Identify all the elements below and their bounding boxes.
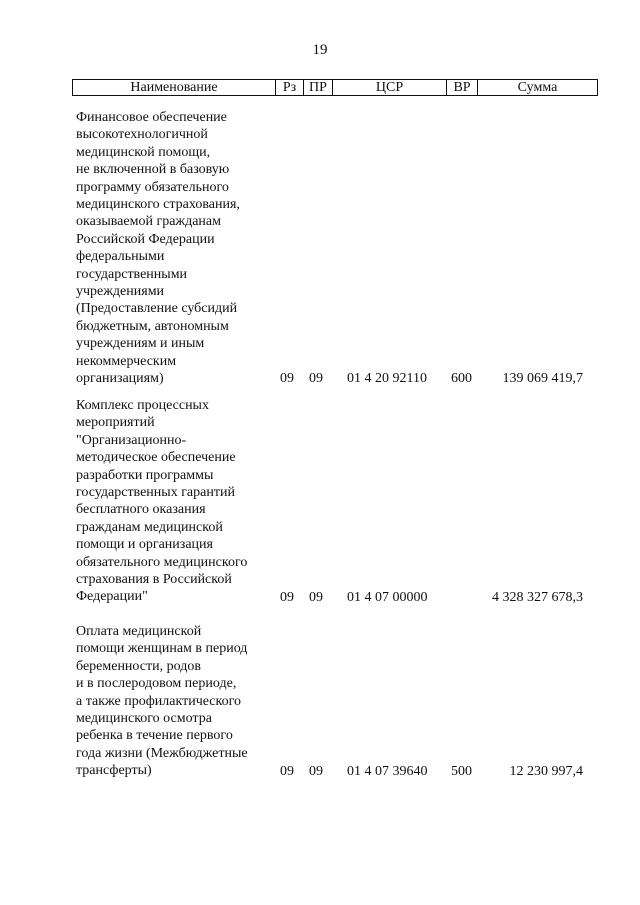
row-vr: 600 [451, 370, 472, 386]
row-sum: 12 230 997,4 [509, 763, 583, 779]
row-sum: 4 328 327 678,3 [492, 589, 583, 605]
row-name: Комплекс процессных мероприятий "Организационно- методическое обеспечение разработки программы государственных гарантий бесплатного оказания гражданам медицинской помощи и организация обязательного медицинского страхования в Российской Федерации" [76, 398, 248, 605]
header-rz: Рз [276, 80, 304, 95]
header-sum: Сумма [517, 80, 558, 95]
row-csr: 01 4 07 00000 [347, 589, 428, 605]
header-csr: ЦСР [333, 80, 447, 95]
row-rz: 09 [280, 589, 294, 605]
header-pr: ПР [304, 80, 333, 95]
row-vr: 500 [451, 763, 472, 779]
row-csr: 01 4 07 39640 [347, 763, 428, 779]
row-pr: 09 [309, 589, 323, 605]
row-sum: 139 069 419,7 [502, 370, 583, 386]
table-row [0, 623, 640, 780]
row-pr: 09 [309, 370, 323, 386]
row-name: Оплата медицинской помощи женщинам в период беременности, родов и в послеродовом периоде, а также профилактического медицинского осмотра ребенка в течение первого года жизни (Межбюджетные трансферты) [76, 624, 248, 779]
header-name: Наименование [73, 80, 276, 95]
row-csr: 01 4 20 92110 [347, 370, 427, 386]
table-header [72, 79, 598, 96]
row-rz: 09 [280, 763, 294, 779]
row-rz: 09 [280, 370, 294, 386]
row-name: Финансовое обеспечение высокотехнологичной медицинской помощи, не включенной в базовую программу обязательного медицинского страхования, оказываемой гражданам Российской Федерации федеральными государственными учреждениями (Предоставление субсидий бюджетным, автономным учреждениям и иным некоммерческим организациям) [76, 110, 240, 387]
row-pr: 09 [309, 763, 323, 779]
table-row [0, 397, 640, 606]
page-number: 19 [312, 42, 328, 58]
header-vr: ВР [447, 80, 478, 95]
table-row [0, 109, 640, 387]
